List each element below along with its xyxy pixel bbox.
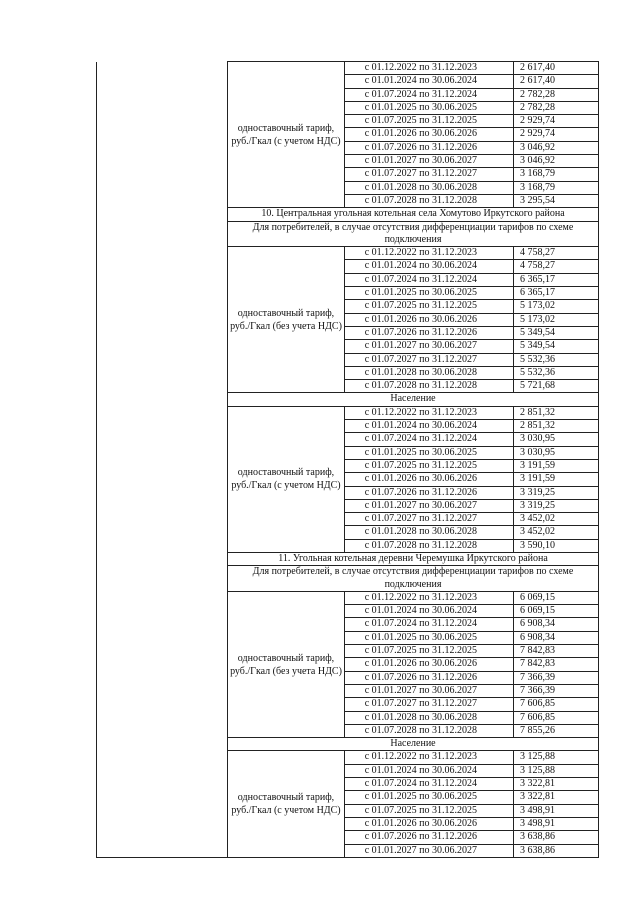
tariff-value-cell: 3 168,79 — [514, 181, 599, 194]
tariff-value-cell: 3 638,86 — [514, 831, 599, 844]
period-cell: с 01.01.2026 по 30.06.2026 — [345, 658, 514, 671]
tariff-value-cell: 7 366,39 — [514, 671, 599, 684]
period-cell: с 01.07.2026 по 31.12.2026 — [345, 326, 514, 339]
tariff-value-cell: 3 030,95 — [514, 446, 599, 459]
tariff-value-cell: 6 069,15 — [514, 591, 599, 604]
tariff-value-cell: 3 452,02 — [514, 526, 599, 539]
period-cell: с 01.07.2024 по 31.12.2024 — [345, 778, 514, 791]
tariff-value-cell: 3 319,25 — [514, 499, 599, 512]
period-cell: с 01.01.2027 по 30.06.2027 — [345, 499, 514, 512]
tariff-value-cell: 5 349,54 — [514, 326, 599, 339]
tariff-value-cell: 6 365,17 — [514, 273, 599, 286]
tariff-value-cell: 2 782,28 — [514, 101, 599, 114]
tariff-value-cell: 5 532,36 — [514, 366, 599, 379]
period-cell: с 01.12.2022 по 31.12.2023 — [345, 591, 514, 604]
tariff-row — [97, 62, 599, 75]
tariff-value-cell: 3 125,88 — [514, 764, 599, 777]
period-cell: с 01.12.2022 по 31.12.2023 — [345, 751, 514, 764]
tariff-value-cell: 3 590,10 — [514, 539, 599, 552]
section-note: Население — [228, 393, 599, 406]
period-cell: с 01.01.2027 по 30.06.2027 — [345, 684, 514, 697]
period-cell: с 01.01.2025 по 30.06.2025 — [345, 446, 514, 459]
period-cell: с 01.01.2026 по 30.06.2026 — [345, 313, 514, 326]
period-cell: с 01.07.2024 по 31.12.2024 — [345, 273, 514, 286]
section-heading: 10. Центральная угольная котельная села Хомутово Иркутского района — [228, 208, 599, 221]
period-cell: с 01.01.2025 по 30.06.2025 — [345, 631, 514, 644]
period-cell: с 01.07.2025 по 31.12.2025 — [345, 804, 514, 817]
section-note: Для потребителей, в случае отсутствия дифференциации тарифов по схеме подключения — [228, 221, 599, 247]
tariff-value-cell: 7 842,83 — [514, 658, 599, 671]
tariff-value-cell: 2 617,40 — [514, 62, 599, 75]
tariff-value-cell: 2 929,74 — [514, 115, 599, 128]
tariff-value-cell: 3 322,81 — [514, 791, 599, 804]
tariff-value-cell: 3 452,02 — [514, 513, 599, 526]
period-cell: с 01.07.2025 по 31.12.2025 — [345, 645, 514, 658]
tariff-value-cell: 3 191,59 — [514, 459, 599, 472]
tariff-type-label: одноставочный тариф, руб./Гкал (с учетом НДС) — [228, 406, 345, 552]
period-cell: с 01.12.2022 по 31.12.2023 — [345, 62, 514, 75]
tariff-value-cell: 3 498,91 — [514, 804, 599, 817]
tariff-type-label: одноставочный тариф, руб./Гкал (без учета НДС) — [228, 247, 345, 393]
period-cell: с 01.07.2026 по 31.12.2026 — [345, 671, 514, 684]
period-cell: с 01.01.2025 по 30.06.2025 — [345, 791, 514, 804]
tariff-value-cell: 3 322,81 — [514, 778, 599, 791]
period-cell: с 01.07.2027 по 31.12.2027 — [345, 513, 514, 526]
tariff-value-cell: 3 638,86 — [514, 844, 599, 857]
period-cell: с 01.07.2027 по 31.12.2027 — [345, 353, 514, 366]
period-cell: с 01.07.2028 по 31.12.2028 — [345, 539, 514, 552]
period-cell: с 01.01.2024 по 30.06.2024 — [345, 260, 514, 273]
period-cell: с 01.01.2027 по 30.06.2027 — [345, 844, 514, 857]
period-cell: с 01.01.2024 по 30.06.2024 — [345, 75, 514, 88]
period-cell: с 01.01.2027 по 30.06.2027 — [345, 155, 514, 168]
period-cell: с 01.01.2026 по 30.06.2026 — [345, 473, 514, 486]
period-cell: с 01.12.2022 по 31.12.2023 — [345, 247, 514, 260]
period-cell: с 01.01.2024 по 30.06.2024 — [345, 605, 514, 618]
tariff-value-cell: 3 168,79 — [514, 168, 599, 181]
tariff-value-cell: 3 046,92 — [514, 141, 599, 154]
tariff-value-cell: 3 125,88 — [514, 751, 599, 764]
section-note: Для потребителей, в случае отсутствия дифференциации тарифов по схеме подключения — [228, 566, 599, 592]
left-blank-column — [97, 62, 228, 858]
tariff-value-cell: 3 030,95 — [514, 433, 599, 446]
tariff-type-label: одноставочный тариф, руб./Гкал (без учета НДС) — [228, 591, 345, 737]
period-cell: с 01.01.2026 по 30.06.2026 — [345, 128, 514, 141]
tariff-value-cell: 2 851,32 — [514, 420, 599, 433]
tariff-value-cell: 3 295,54 — [514, 194, 599, 207]
tariff-value-cell: 3 191,59 — [514, 473, 599, 486]
tariff-type-label: одноставочный тариф, руб./Гкал (с учетом НДС) — [228, 751, 345, 857]
period-cell: с 01.01.2028 по 30.06.2028 — [345, 526, 514, 539]
tariff-value-cell: 3 498,91 — [514, 817, 599, 830]
period-cell: с 01.07.2024 по 31.12.2024 — [345, 88, 514, 101]
tariff-value-cell: 4 758,27 — [514, 260, 599, 273]
tariff-value-cell: 6 908,34 — [514, 618, 599, 631]
tariff-value-cell: 7 842,83 — [514, 645, 599, 658]
period-cell: с 01.01.2028 по 30.06.2028 — [345, 181, 514, 194]
period-cell: с 01.01.2025 по 30.06.2025 — [345, 101, 514, 114]
period-cell: с 01.01.2027 по 30.06.2027 — [345, 340, 514, 353]
period-cell: с 01.07.2027 по 31.12.2027 — [345, 168, 514, 181]
tariff-value-cell: 6 908,34 — [514, 631, 599, 644]
period-cell: с 01.01.2026 по 30.06.2026 — [345, 817, 514, 830]
tariff-value-cell: 5 349,54 — [514, 340, 599, 353]
period-cell: с 01.01.2024 по 30.06.2024 — [345, 420, 514, 433]
tariff-value-cell: 7 606,85 — [514, 698, 599, 711]
tariff-value-cell: 4 758,27 — [514, 247, 599, 260]
tariff-value-cell: 5 721,68 — [514, 380, 599, 393]
period-cell: с 01.07.2028 по 31.12.2028 — [345, 380, 514, 393]
period-cell: с 01.07.2025 по 31.12.2025 — [345, 300, 514, 313]
tariff-value-cell: 2 851,32 — [514, 406, 599, 419]
period-cell: с 01.01.2028 по 30.06.2028 — [345, 366, 514, 379]
period-cell: с 01.07.2024 по 31.12.2024 — [345, 618, 514, 631]
section-heading: 11. Угольная котельная деревни Черемушка Иркутского района — [228, 552, 599, 565]
tariff-value-cell: 6 365,17 — [514, 287, 599, 300]
period-cell: с 01.01.2024 по 30.06.2024 — [345, 764, 514, 777]
period-cell: с 01.07.2024 по 31.12.2024 — [345, 433, 514, 446]
period-cell: с 01.07.2026 по 31.12.2026 — [345, 486, 514, 499]
tariff-value-cell: 7 366,39 — [514, 684, 599, 697]
tariff-value-cell: 6 069,15 — [514, 605, 599, 618]
section-note: Население — [228, 738, 599, 751]
period-cell: с 01.07.2025 по 31.12.2025 — [345, 115, 514, 128]
tariff-value-cell: 3 046,92 — [514, 155, 599, 168]
period-cell: с 01.07.2027 по 31.12.2027 — [345, 698, 514, 711]
tariff-value-cell: 7 606,85 — [514, 711, 599, 724]
tariff-value-cell: 2 782,28 — [514, 88, 599, 101]
tariff-value-cell: 5 532,36 — [514, 353, 599, 366]
period-cell: с 01.12.2022 по 31.12.2023 — [345, 406, 514, 419]
period-cell: с 01.01.2025 по 30.06.2025 — [345, 287, 514, 300]
tariff-value-cell: 2 617,40 — [514, 75, 599, 88]
tariff-value-cell: 5 173,02 — [514, 313, 599, 326]
period-cell: с 01.01.2028 по 30.06.2028 — [345, 711, 514, 724]
period-cell: с 01.07.2026 по 31.12.2026 — [345, 831, 514, 844]
tariff-value-cell: 3 319,25 — [514, 486, 599, 499]
period-cell: с 01.07.2025 по 31.12.2025 — [345, 459, 514, 472]
period-cell: с 01.07.2028 по 31.12.2028 — [345, 724, 514, 737]
period-cell: с 01.07.2028 по 31.12.2028 — [345, 194, 514, 207]
tariff-value-cell: 7 855,26 — [514, 724, 599, 737]
tariff-value-cell: 2 929,74 — [514, 128, 599, 141]
tariff-type-label: одноставочный тариф, руб./Гкал (с учетом НДС) — [228, 62, 345, 208]
tariff-value-cell: 5 173,02 — [514, 300, 599, 313]
period-cell: с 01.07.2026 по 31.12.2026 — [345, 141, 514, 154]
tariff-table — [96, 61, 599, 858]
